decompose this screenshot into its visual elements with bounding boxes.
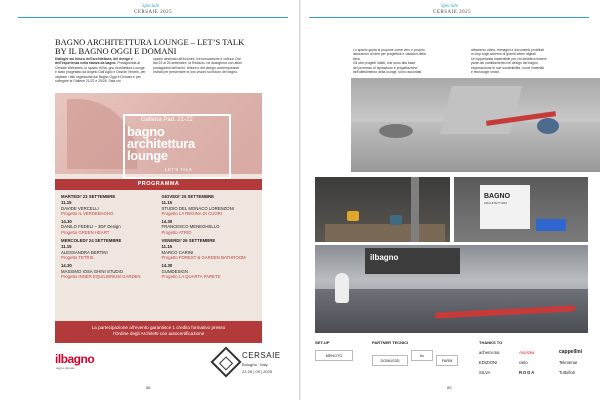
sponsor-logo: SILVA: [479, 370, 491, 375]
poster-brand-line: bagno: [127, 124, 165, 139]
partner-label: PARTNER TECNICI: [372, 340, 409, 345]
programma-banner: PROGRAMMA: [55, 179, 262, 190]
body-column-1: [353, 48, 465, 74]
cersaie-logo-icon: [210, 346, 241, 377]
body-line: laboratorio di idee per progettisti e visitatori della: [353, 52, 426, 57]
day-name: MARTEDI’ 23 SETTEMBRE: [61, 194, 116, 199]
cersaie-city: Bologna · Italy: [242, 362, 268, 367]
body-line: Un’opportunita imperdibile per chi desidera essere: [471, 56, 547, 61]
render-floor-disc: [379, 124, 413, 138]
talk-slot: [162, 200, 257, 216]
day-block: [61, 238, 156, 279]
intro-line: i talk organizzati dal Bagno Oggi e Domani e per: [68, 74, 141, 79]
render-yellow-chair: [347, 211, 359, 221]
talk-time: 11.15: [161, 244, 173, 250]
intro-text: [55, 57, 245, 83]
partner-logo: FARM: [436, 355, 458, 366]
body-line: Lo spazio guida si propone come vero e proprio: [353, 48, 425, 52]
lounge-render-hall: [315, 245, 588, 333]
body-line: esplorandone le sue sostenibilita, nuovi materiali: [471, 65, 544, 70]
talk-time: 14.30: [61, 219, 72, 225]
running-section: Speciale: [142, 4, 159, 9]
sponsor-logo: RODA: [519, 370, 536, 375]
intro-lead: Dialoghi sul futuro dell’architettura, del design e dell’esperienza nella stanza da bagno.: [55, 57, 133, 66]
setup-label: SET-UP: [315, 340, 330, 345]
talk-time: 11.15: [161, 200, 173, 206]
setup-logo: MENOTO: [315, 350, 353, 361]
sponsor-logo: achemi.ma: [479, 350, 500, 355]
sponsor-logo: EDIZIONI: [479, 360, 498, 365]
day-block: [162, 194, 257, 235]
article-headline: [55, 38, 285, 56]
talk-project: Progetto ATRIO: [161, 229, 192, 235]
body-line: e tecnologie smart.: [471, 70, 500, 75]
poster-brand-line: architettura: [127, 136, 195, 151]
talk-slot: [162, 219, 257, 235]
talk-slot: [61, 219, 156, 235]
body-text: [353, 48, 583, 74]
talk-speaker: ALESSANDRA BERTINI: [61, 249, 108, 255]
partner-logo: DOMUS3D: [372, 355, 408, 366]
headline-line-2: BY IL BAGNO OGGI E DOMANI: [55, 46, 177, 56]
intro-column-2: [153, 57, 245, 83]
poster-gallery: Galleria Pad. 21-22: [141, 117, 193, 123]
talk-speaker: DAVIDE VERCELLI: [61, 205, 99, 211]
talk-speaker: MARCO CARINI: [161, 249, 194, 255]
programme-grid: [55, 192, 262, 312]
talk-time: 14.30: [161, 263, 173, 269]
render-blue-chair: [390, 215, 402, 225]
talk-time: 14.30: [61, 263, 72, 269]
ilbagno-logo: ilbagno: [55, 352, 95, 366]
talk-project: Progetto FOREST & GARDEN BATHROOM: [161, 254, 246, 260]
body-line: parte del cambiamento nel design del bagno,: [471, 61, 539, 66]
render-wall: [440, 86, 522, 134]
render-pillar: [411, 177, 419, 242]
sponsor-logo: Teknomar: [559, 360, 578, 365]
header-rule: [309, 17, 589, 18]
lounge-render-seating: [315, 177, 450, 242]
body-column-2: [471, 48, 583, 74]
headline-line-1: BAGNO ARCHITETTURA LOUNGE – LET’S TALK: [55, 37, 245, 47]
lounge-render-entrance: [454, 177, 588, 242]
day-name: VENERDI’ 26 SETTEMBRE: [161, 238, 216, 244]
talk-time: 14.30: [161, 219, 173, 225]
poster-brand: [127, 126, 195, 162]
render-sign-subtitle: ARCHITETTURA: [484, 201, 508, 205]
left-page: [0, 0, 299, 400]
intro-line: tettura e del design contemporanei invitati per: [153, 65, 240, 75]
credit-line: l’Ordine degli Architetti con autocertificazione: [112, 331, 205, 336]
body-line: fiera.: [353, 56, 361, 61]
event-poster: [55, 93, 262, 343]
talk-project: Progetto INNER EQUILIBRIUM GARDEN: [61, 273, 141, 279]
credit-banner: [55, 321, 262, 343]
talk-speaker: DANILO FEDELI – 3DF Design: [61, 224, 121, 230]
page-number: 88: [146, 385, 151, 390]
sponsor-logo: cappellini: [559, 349, 583, 355]
body-line: attraverso video, immagini e documenti proiettati: [471, 48, 544, 52]
talk-speaker: FRANCESCO MENEGHELLO: [161, 224, 220, 230]
render-sign-logo: BAGNO: [484, 193, 511, 200]
intro-line: ne dialoghera con attori protagonisti dell’archi-: [153, 61, 242, 70]
running-publication: CERSAIE 2025: [134, 10, 173, 15]
talk-time: 11.15: [61, 244, 72, 250]
sponsor-logo: Tuttofiori: [559, 370, 576, 375]
thanks-label: THANKS TO: [479, 340, 503, 345]
day-name: MERCOLEDI’ 24 SETTEMBRE: [61, 238, 122, 244]
talk-speaker: STUDIO DEL MONACO LORENZONI: [161, 205, 234, 211]
talk-slot: [61, 263, 156, 279]
intro-line: Protagonista al Cersaie Welrstans, lo spazio di Ba-: [55, 61, 141, 70]
talk-project: Progetto TETRIS: [61, 254, 94, 260]
credit-line: La partecipazione all’evento garantisce 1 credito formativo presso: [91, 325, 226, 330]
talk-speaker: GUMDESIGN: [161, 268, 188, 274]
talk-slot: [162, 263, 257, 279]
render-wall-logo: ilbagno: [370, 253, 399, 262]
page-number: 89: [447, 385, 452, 390]
body-line: del processo di ispirazione e progettazione: [353, 65, 418, 70]
talk-speaker: MASSIMO IOSA GHINI STUDIO: [61, 268, 124, 274]
poster-lets-talk: LET’S TALK: [165, 167, 193, 172]
intro-column-1: [55, 57, 147, 83]
cersaie-dates: 22-26 | 09 | 2025: [242, 369, 273, 374]
header-rule: [18, 17, 288, 18]
partner-logo: tic: [411, 350, 433, 361]
render-vase: [335, 273, 349, 303]
day-name: GIOVEDI’ 25 SETTEMBRE: [161, 194, 215, 199]
render-sign-panel: [480, 185, 530, 229]
cersaie-logo-name: CERSAIE: [242, 351, 281, 360]
poster-brand-line: lounge: [127, 148, 168, 163]
lounge-render-overview: [351, 78, 600, 172]
day-block: [61, 194, 156, 235]
talk-project: Progetto LA REGINA DI CUORI: [161, 210, 222, 216]
render-blue-seat: [537, 118, 559, 134]
talk-time: 11.15: [61, 200, 72, 206]
talk-project: Progetto LA QUARTA PARETE: [161, 273, 221, 279]
running-publication: CERSAIE 2025: [433, 10, 472, 15]
sponsor-logo: cielo: [519, 360, 528, 365]
sponsor-logo: Ariostea: [519, 350, 535, 355]
render-blue-bench: [536, 219, 566, 231]
programme-column-right: [162, 194, 257, 312]
intro-line: collegare le Gallerie 21/22 e 25/26. Sala uni: [55, 79, 121, 84]
talk-slot: [61, 244, 156, 260]
talk-slot: [61, 200, 156, 216]
day-block: [162, 238, 257, 279]
intro-line: gno Architettura Lounge e stato progettato da: [55, 65, 145, 75]
intro-line: presentare le loro visioni sul futuro del bagno.: [169, 70, 238, 75]
body-line: dell’allestimento della lounge, sono raccontati: [353, 70, 422, 75]
body-line: Gli otto progetti infatti, che sono alla base: [353, 61, 416, 66]
ilbagno-logo-tagline: oggi e domani: [56, 366, 75, 370]
talk-project: Progetto IL VERDEBAGNO: [61, 210, 114, 216]
running-section: Speciale: [441, 4, 458, 9]
intro-line: spazio destinato all’incontro, tra innovazione e: [153, 57, 223, 61]
intro-line: Angelo Dall’Aglio e Davide Vercelli, per ospitare: [55, 70, 146, 79]
right-page: [301, 0, 600, 400]
talk-slot: [162, 244, 257, 260]
body-line: in loop sugli schermi di grandi totem digitali.: [471, 52, 537, 57]
render-rug: [325, 224, 445, 242]
programme-column-left: [61, 194, 156, 312]
intro-line: cultura. Dal dal 23 al 26 settembre, la Redazio-: [153, 57, 241, 66]
talk-project: Progetto GREEN HEART: [61, 229, 110, 235]
